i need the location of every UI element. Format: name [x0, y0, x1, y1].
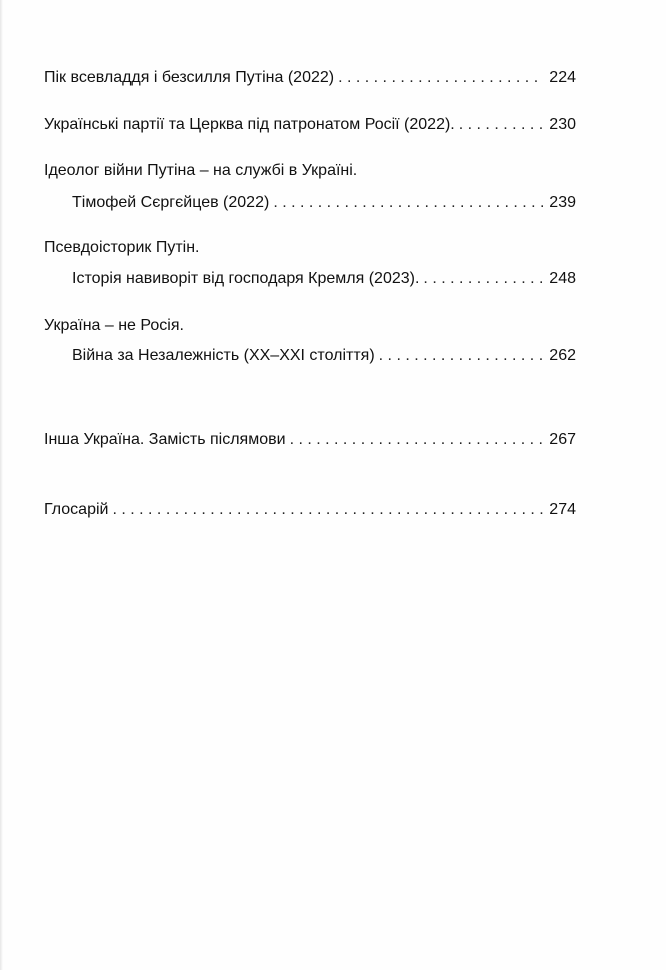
toc-entry-page: 239 [549, 194, 576, 211]
toc-entry-title: Тімофей Сєргєйцев (2022) [72, 194, 270, 211]
toc-entry-page: 248 [549, 270, 576, 287]
toc-entry-page: 262 [549, 347, 576, 364]
toc-entry [72, 191, 576, 215]
dot-leader [273, 191, 543, 215]
toc-entry-heading [44, 236, 576, 260]
dot-leader [112, 498, 543, 522]
dot-leader [338, 66, 543, 90]
toc-entry-title: Інша Україна. Замість післямови [44, 431, 286, 448]
dot-leader [290, 428, 544, 452]
toc-entry-heading [44, 159, 576, 183]
toc-entry-page: 230 [549, 116, 576, 133]
toc-entry-title: Ідеолог війни Путіна – на службі в Україні. [44, 162, 358, 179]
toc-entry-title: Війна за Незалежність (XX–XXI століття) [72, 347, 375, 364]
toc-entry [44, 66, 576, 90]
dot-leader [423, 267, 543, 291]
toc-entry-title: Українські партії та Церква під патронатом Росії (2022). [44, 116, 455, 133]
page-edge [0, 0, 3, 970]
toc-entry-page: 274 [549, 501, 576, 518]
toc-entry [44, 498, 576, 522]
dot-leader [379, 344, 544, 368]
toc-entry-title: Історія навиворіт від господаря Кремля (2023). [72, 270, 420, 287]
dot-leader [459, 113, 544, 137]
toc-entry-title: Україна – не Росія. [44, 317, 184, 334]
toc-entry [44, 428, 576, 452]
toc-entry-page: 267 [549, 431, 576, 448]
toc-entry [44, 113, 576, 137]
toc-entry-title: Пік всевладдя і безсилля Путіна (2022) [44, 69, 335, 86]
toc-entry [72, 344, 576, 368]
toc-entry-title: Псевдоісторик Путін. [44, 239, 200, 256]
toc-entry-heading [44, 314, 576, 338]
toc-entry [72, 267, 576, 291]
toc-entry-page: 224 [549, 69, 576, 86]
toc-entry-title: Глосарій [44, 501, 109, 518]
